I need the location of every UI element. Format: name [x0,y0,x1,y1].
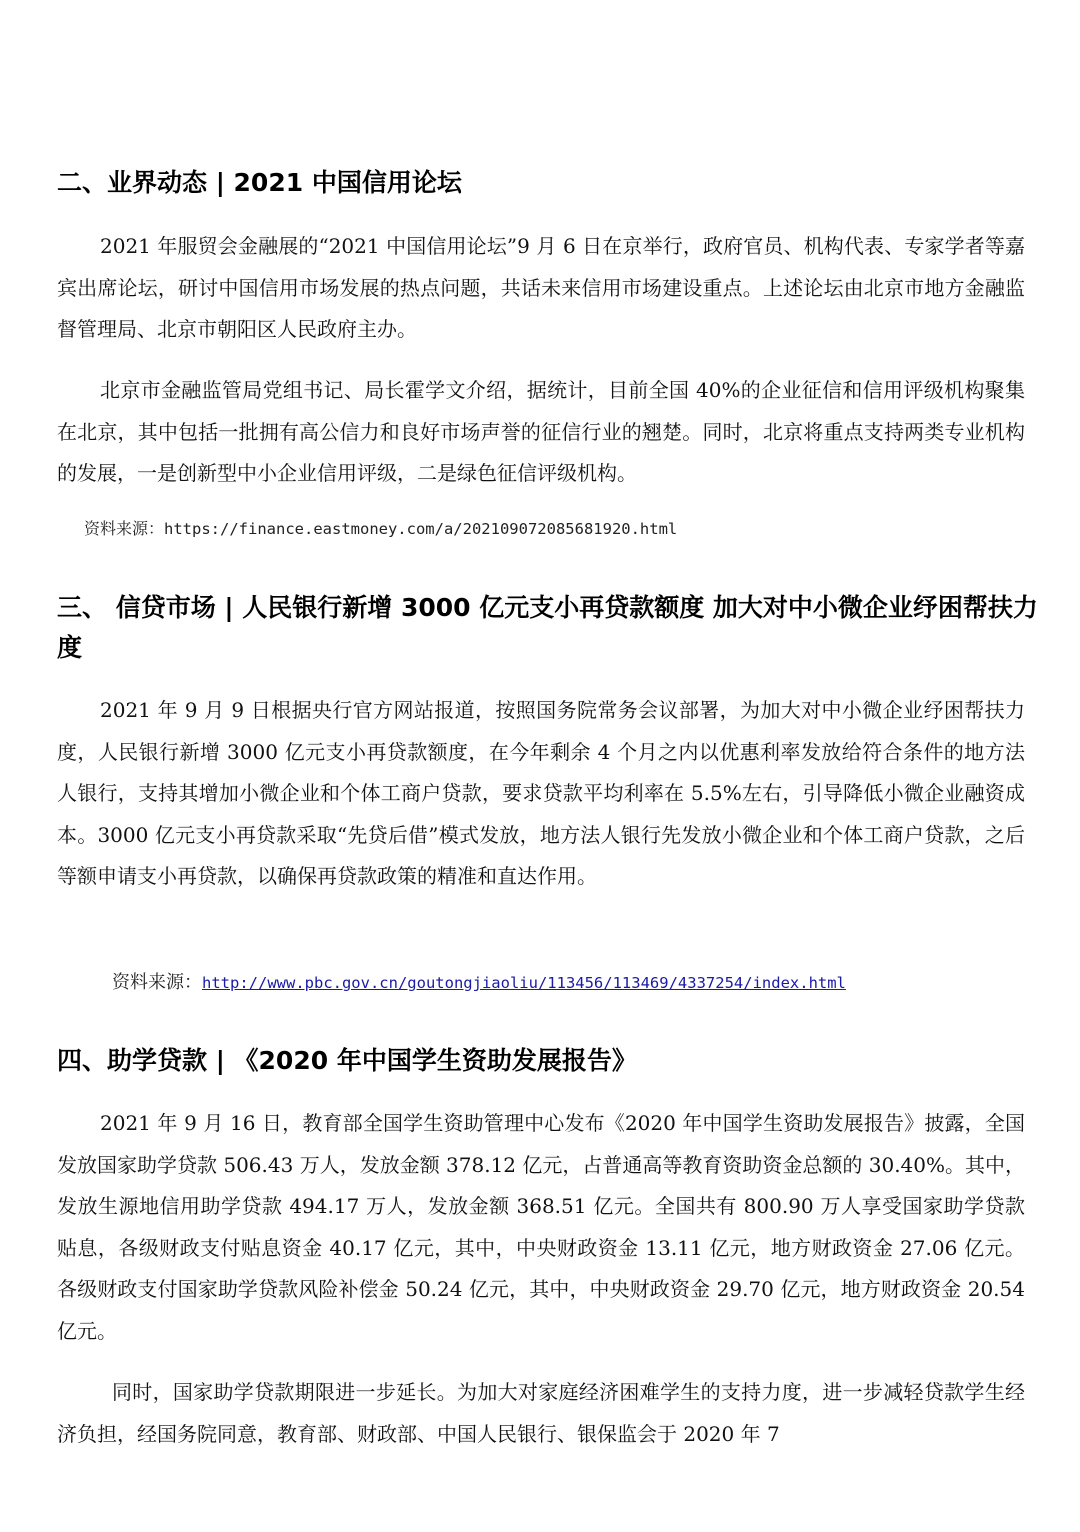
source-link[interactable]: http://www.pbc.gov.cn/goutongjiaoliu/113456/113469/4337254/index.html [202,974,846,992]
section-heading-student-loans: 四、助学贷款 | 《2020 年中国学生资助发展报告》 [57,1046,637,1075]
paragraph: 2021 年 9 月 16 日，教育部全国学生资助管理中心发布《2020 年中国学生资助发展报告》披露，全国发放国家助学贷款 506.43 万人，发放金额 378.12 亿元，占普通高等教育资助资金总额的 30.40%。其中，发放生源地信用助学贷款 494.17 万人，发放金额 368.51 亿元。全国共有 800.90 万人享受国家助学贷款贴息，各级财政支付贴息资金 40.17 亿元，其中，中央财政资金 13.11 亿元，地方财政资金 27.06 亿元。各级财政支付国家助学贷款风险补偿金 50.24 亿元，其中，中央财政资金 29.70 亿元，地方财政资金 20.54 亿元。 [57,1111,1026,1343]
paragraph: 2021 年服贸会金融展的“2021 中国信用论坛”9 月 6 日在京举行，政府官员、机构代表、专家学者等嘉宾出席论坛，研讨中国信用市场发展的热点问题，共话未来信用市场建设重点。上述论坛由北京市地方金融监督管理局、北京市朝阳区人民政府主办。 [57,234,1025,341]
paragraph: 2021 年 9 月 9 日根据央行官方网站报道，按照国务院常务会议部署，为加大对中小微企业纾困帮扶力度，人民银行新增 3000 亿元支小再贷款额度，在今年剩余 4 个月之内以优惠利率发放给符合条件的地方法人银行，支持其增加小微企业和个体工商户贷款，要求贷款平均利率在 5.5%左右，引导降低小微企业融资成本。3000 亿元支小再贷款采取“先贷后借”模式发放，地方法人银行先发放小微企业和个体工商户贷款，之后等额申请支小再贷款，以确保再贷款政策的精准和直达作用。 [57,698,1025,888]
source-line [84,516,677,539]
section-heading-industry-news: 二、业界动态 | 2021 中国信用论坛 [57,168,462,197]
paragraph: 北京市金融监管局党组书记、局长霍学文介绍，据统计，目前全国 40%的企业征信和信用评级机构聚集在北京，其中包括一批拥有高公信力和良好市场声誉的征信行业的翘楚。同时，北京将重点支持两类专业机构的发展，一是创新型中小企业信用评级，二是绿色征信评级机构。 [57,378,1025,485]
paragraph: 同时，国家助学贷款期限进一步延长。为加大对家庭经济困难学生的支持力度，进一步减轻贷款学生经济负担，经国务院同意，教育部、财政部、中国人民银行、银保监会于 2020 年 7 [57,1380,1025,1446]
source-line [112,968,846,994]
source-label: 资料来源： [84,519,165,538]
source-label: 资料来源： [112,972,202,993]
section-heading-credit-market: 三、 信贷市场 | 人民银行新增 3000 亿元支小再贷款额度 加大对中小微企业纾困帮扶力度 [57,593,1038,662]
source-url: https://finance.eastmoney.com/a/202109072085681920.html [164,520,678,538]
